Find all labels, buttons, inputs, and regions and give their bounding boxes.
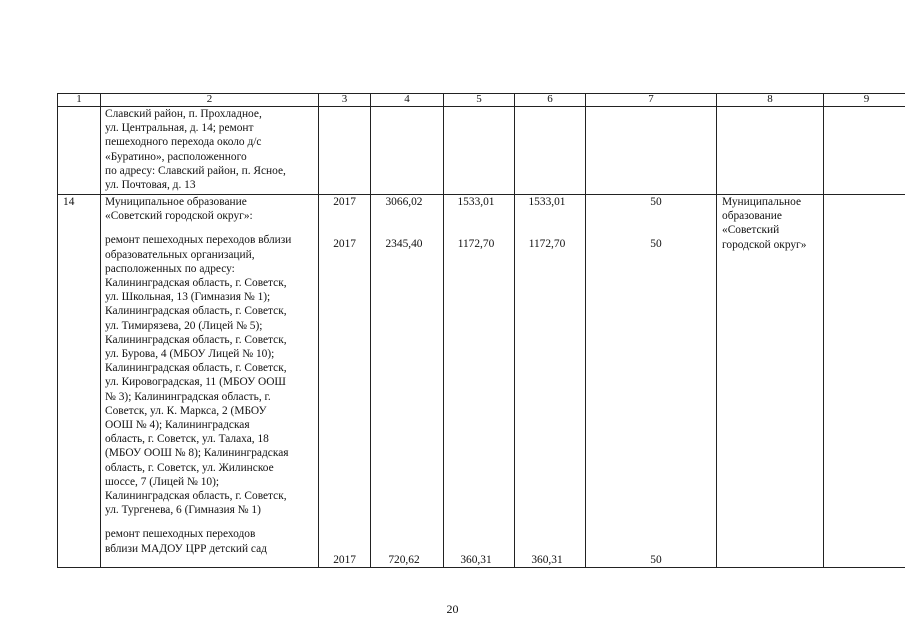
amount-col5-cell: 1533,01 1172,70 360,31 xyxy=(444,195,515,568)
column-number: 4 xyxy=(371,94,444,107)
column-number: 6 xyxy=(515,94,586,107)
column-number: 1 xyxy=(58,94,101,107)
column-number-row xyxy=(58,94,905,107)
document-table xyxy=(57,93,905,568)
column-number: 9 xyxy=(824,94,905,107)
column-number: 5 xyxy=(444,94,515,107)
recipient-organization: Муниципальное образование «Советский городской округ» xyxy=(717,195,824,568)
column-number: 8 xyxy=(717,94,824,107)
total-amount-cell: 3066,02 2345,40 720,62 xyxy=(371,195,444,568)
column-number: 7 xyxy=(586,94,717,107)
column-9-cell xyxy=(824,195,905,568)
year-cell: 2017 2017 2017 xyxy=(319,195,371,568)
row-description: Муниципальное образование «Советский городской округ»: ремонт пешеходных переходов вблизи образовательных организаций, расположенных по адресу: Калининградская область, г. Советск, ул. Школьная, 13 (Гимназия № 1); Калининградская область, г. Советск, ул. Тимирязева, 20 (Лицей № 5); Калининградская область, г. Советск, ул. Бурова, 4 (МБОУ Лицей № 10); Калининградская область, г. Советск, ул. Кировоградская, 11 (МБОУ ООШ № 3); Калининградская область, г. Советск, ул. К. Маркса, 2 (МБОУ ООШ № 4); Калининградская область, г. Советск, ул. Талаха, 18 (МБОУ ООШ № 8); Калининградская область, г. Советск, ул. Жилинское шоссе, 7 (Лицей № 10); Калининградская область, г. Советск, ул. Тургенева, 6 (Гимназия № 1) ремонт пешеходных переходов вблизи МАДОУ ЦРР детский сад xyxy=(101,195,319,568)
row-description: Славский район, п. Прохладное, ул. Центральная, д. 14; ремонт пешеходного перехода около д/с «Буратино», расположенного по адресу: Славский район, п. Ясное, ул. Почтовая, д. 13 xyxy=(101,107,319,195)
page-number: 20 xyxy=(446,602,459,616)
column-number: 2 xyxy=(101,94,319,107)
amount-col6-cell: 1533,01 1172,70 360,31 xyxy=(515,195,586,568)
percent-cell: 50 50 50 xyxy=(586,195,717,568)
row-number: 14 xyxy=(58,195,101,568)
column-number: 3 xyxy=(319,94,371,107)
table-row-14 xyxy=(58,195,905,568)
table-row-continuation xyxy=(58,107,905,195)
